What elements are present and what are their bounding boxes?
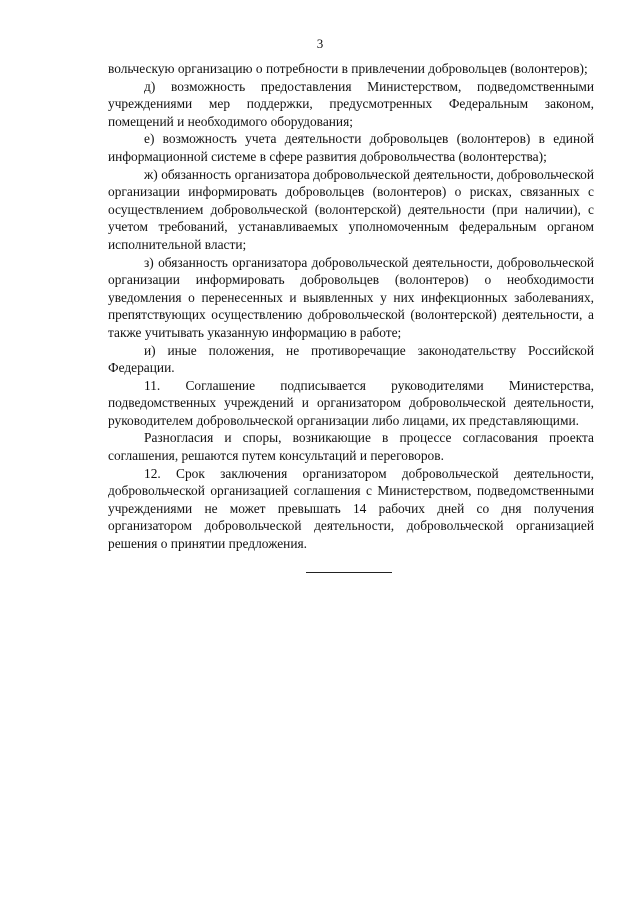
page-number: 3	[316, 36, 324, 51]
paragraph-disputes: Разногласия и споры, возникающие в процессе согласования проекта соглашения, решаются путем консультаций и переговоров.	[108, 430, 594, 464]
paragraph-item-i: и) иные положения, не противоречащие законодательству Российской Федерации.	[108, 342, 594, 376]
end-separator-line	[306, 572, 392, 573]
paragraph-item-zh: ж) обязанность организатора добровольческой деятельности, добровольческой организации информировать добровольцев (волонтеров) о рисках, связанных с осуществлением добровольческой (волонтерской) деятельности (при наличии), с учетом требований, устанавливаемых уполномоченным федеральным органом исполнительной власти;	[108, 166, 594, 252]
paragraph-item-e: е) возможность учета деятельности добровольцев (волонтеров) в единой информационной системе в сфере развития добровольчества (волонтерства);	[108, 131, 594, 164]
paragraph-clause-11: 11. Соглашение подписывается руководителями Министерства, подведомственных учреждений и организатором добровольческой деятельности, руководителем добровольческой организации либо лицами, их представляющими.	[108, 377, 594, 428]
document-body	[108, 60, 594, 553]
paragraph-continuation: вольческую организацию о потребности в привлечении добровольцев (волонтеров);	[108, 61, 588, 76]
paragraph-item-d: д) возможность предоставления Министерством, подведомственными учреждениями мер поддержки, предусмотренных Федеральным законом, помещений и необходимого оборудования;	[108, 78, 594, 129]
paragraph-item-z: з) обязанность организатора добровольческой деятельности, добровольческой организации информировать добровольцев (волонтеров) о необходимости уведомления о перенесенных и выявленных у них инфекционных заболеваниях, препятствующих осуществлению добровольческой (волонтерской) деятельности, а также учитывать указанную информацию в работе;	[108, 254, 594, 340]
paragraph-clause-12: 12. Срок заключения организатором добровольческой деятельности, добровольческой организацией соглашения с Министерством, подведомственными учреждениями не может превышать 14 рабочих дней со дня получения организатором добровольческой деятельности, добровольческой организацией решения о принятии предложения.	[108, 465, 594, 552]
